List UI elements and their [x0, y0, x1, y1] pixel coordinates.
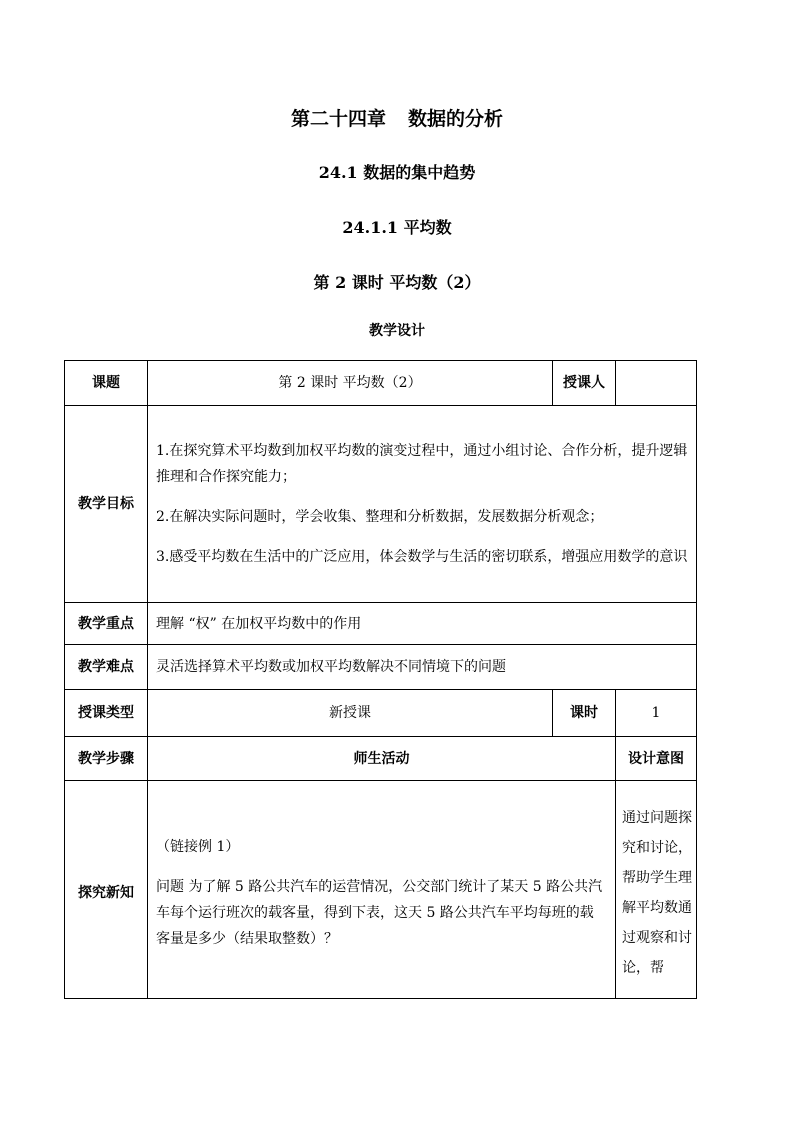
intent-header: 设计意图: [616, 737, 697, 781]
explore-link: （链接例 1）: [156, 838, 240, 855]
key-point-label: 教学重点: [65, 603, 148, 645]
explore-intent: 通过问题探究和讨论，帮助学生理解平均数通过观察和讨论，帮: [616, 781, 697, 999]
lesson-plan-table: [64, 360, 697, 999]
lesson-type-label: 授课类型: [65, 690, 148, 737]
explore-label: 探究新知: [65, 781, 148, 999]
row-difficulty: [65, 645, 697, 690]
teacher-value: [616, 361, 697, 406]
row-steps-header: [65, 737, 697, 781]
activity-header: 师生活动: [148, 737, 616, 781]
row-topic: [65, 361, 697, 406]
goal-item: 3.感受平均数在生活中的广泛应用，体会数学与生活的密切联系，增强应用数学的意识: [156, 549, 688, 565]
goal-item: 2.在解决实际问题时，学会收集、整理和分析数据，发展数据分析观念；: [156, 509, 604, 525]
teacher-label: 授课人: [553, 361, 616, 406]
chapter-number: 第二十四章: [290, 108, 386, 130]
lesson-title: 第 2 课时 平均数（2）: [313, 273, 481, 292]
goals-content: [148, 406, 697, 603]
lesson-type-value: 新授课: [148, 690, 553, 737]
hours-label: 课时: [553, 690, 616, 737]
subsection-title: 24.1.1 平均数: [342, 218, 452, 237]
row-explore: [65, 781, 697, 999]
hours-value: 1: [616, 690, 697, 737]
difficulty-value: 灵活选择算术平均数或加权平均数解决不同情境下的问题: [148, 645, 697, 690]
row-key-point: [65, 603, 697, 645]
goals-label: 教学目标: [65, 406, 148, 603]
explore-problem: 问题 为了解 5 路公共汽车的运营情况，公交部门统计了某天 5 路公共汽车每个运行班次的载客量，得到下表，这天 5 路公共汽车平均每班的载客量是多少（结果取整数）？: [156, 878, 603, 947]
section-title: 24.1 数据的集中趋势: [318, 163, 476, 182]
row-goals: [65, 406, 697, 603]
step-header: 教学步骤: [65, 737, 148, 781]
goal-item: 1.在探究算术平均数到加权平均数的演变过程中，通过小组讨论、合作分析，提升逻辑推理和合作探究能力；: [156, 443, 688, 485]
topic-label: 课题: [65, 361, 148, 406]
topic-value: 第 2 课时 平均数（2）: [148, 361, 553, 406]
chapter-name: 数据的分析: [408, 108, 504, 130]
difficulty-label: 教学难点: [65, 645, 148, 690]
chapter-title: [0, 104, 794, 131]
doc-type: 教学设计: [369, 323, 425, 339]
explore-content: [148, 781, 616, 999]
row-lesson-type: [65, 690, 697, 737]
key-point-value: 理解 “权” 在加权平均数中的作用: [148, 603, 697, 645]
